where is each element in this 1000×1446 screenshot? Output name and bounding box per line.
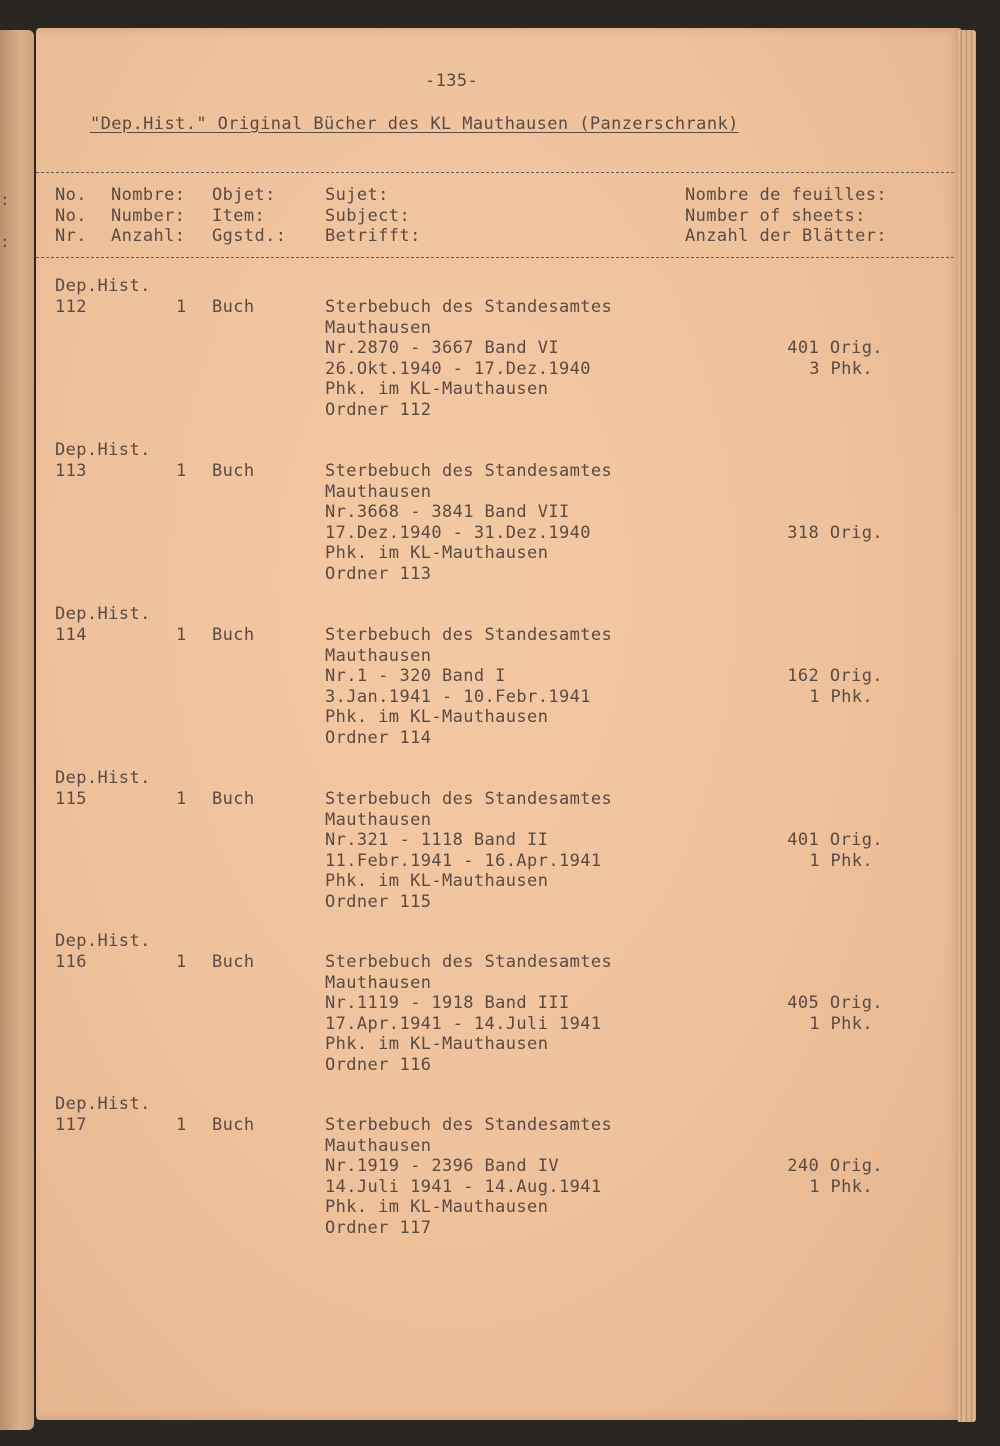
entry-item: Buch: [212, 952, 255, 972]
entry-subject-line: Phk. im KL-Mauthausen: [325, 1197, 549, 1217]
entry-sheets-line: 162 Orig.: [787, 666, 883, 686]
header-label: Ggstd.:: [212, 226, 287, 247]
entry-item: Buch: [212, 789, 255, 809]
header-label: Sujet:: [325, 185, 389, 205]
entry-subject-line: Phk. im KL-Mauthausen: [325, 871, 549, 891]
entry-subject-line: Sterbebuch des Standesamtes: [325, 461, 613, 481]
entry-subject-line: Phk. im KL-Mauthausen: [325, 379, 549, 399]
header-label: Item:: [212, 205, 266, 226]
entry-subject-line: Sterbebuch des Standesamtes: [325, 1115, 613, 1135]
entry-subject-line: Mauthausen: [325, 482, 432, 502]
entry-number: 113: [55, 461, 87, 481]
entry-subject-line: Ordner 116: [325, 1055, 432, 1075]
entry-subject-line: Phk. im KL-Mauthausen: [325, 707, 549, 727]
entry-item: Buch: [212, 1115, 255, 1135]
entry-sheets-line: 240 Orig.: [787, 1156, 883, 1176]
header-top-rule: [36, 172, 954, 173]
entry-sheets-line: 1 Phk.: [809, 1014, 873, 1034]
entry-subject-line: 3.Jan.1941 - 10.Febr.1941: [325, 687, 591, 707]
entry-subject-line: Mauthausen: [325, 646, 432, 666]
header-label: Number:: [111, 205, 186, 226]
entry-subject-line: 17.Dez.1940 - 31.Dez.1940: [325, 523, 591, 543]
book-page-edges: [958, 30, 976, 1422]
entry-sheets-line: 318 Orig.: [787, 523, 883, 543]
entry-sheets-line: 3 Phk.: [809, 359, 873, 379]
adjacent-page-fragment: :: [0, 190, 10, 209]
entry-subject-line: Nr.3668 - 3841 Band VII: [325, 502, 570, 522]
entry-subject-line: Ordner 115: [325, 892, 432, 912]
header-label: Betrifft:: [325, 226, 421, 247]
header-col-subject: [325, 185, 421, 247]
entry-sheets-line: 405 Orig.: [787, 993, 883, 1013]
header-col-count: [111, 185, 185, 247]
header-label: Number of sheets:: [685, 205, 866, 226]
entry-dep-label: Dep.Hist.: [55, 440, 151, 460]
header-col-sheets: [685, 185, 887, 247]
header-label: Nr.: [55, 226, 87, 247]
document-title: "Dep.Hist." Original Bücher des KL Mauthausen (Panzerschrank): [90, 114, 739, 134]
entry-sheets-line: 401 Orig.: [787, 338, 883, 358]
header-col-item: [212, 185, 286, 247]
entry-dep-label: Dep.Hist.: [55, 1094, 151, 1114]
entry-count: 1: [176, 789, 187, 809]
entry-subject-line: Phk. im KL-Mauthausen: [325, 1034, 549, 1054]
header-label: No.: [55, 205, 87, 226]
entry-subject-line: Ordner 112: [325, 400, 432, 420]
entry-sheets-line: 1 Phk.: [809, 851, 873, 871]
entry-dep-label: Dep.Hist.: [55, 276, 151, 296]
entry-subject-line: Nr.1919 - 2396 Band IV: [325, 1156, 559, 1176]
entry-subject-line: Ordner 113: [325, 564, 432, 584]
entry-dep-label: Dep.Hist.: [55, 768, 151, 788]
entry-sheets-line: 1 Phk.: [809, 687, 873, 707]
entry-dep-label: Dep.Hist.: [55, 604, 151, 624]
header-label: Anzahl:: [111, 226, 186, 247]
entry-count: 1: [176, 1115, 187, 1135]
entry-subject-line: Sterbebuch des Standesamtes: [325, 952, 613, 972]
entry-count: 1: [176, 461, 187, 481]
header-label: No.: [55, 185, 87, 205]
entry-subject-line: Mauthausen: [325, 973, 432, 993]
entry-count: 1: [176, 297, 187, 317]
entry-subject-line: Mauthausen: [325, 810, 432, 830]
entry-count: 1: [176, 625, 187, 645]
entry-number: 117: [55, 1115, 87, 1135]
entry-subject-line: 11.Febr.1941 - 16.Apr.1941: [325, 851, 602, 871]
entry-subject-line: Nr.321 - 1118 Band II: [325, 830, 549, 850]
entry-subject-line: Nr.2870 - 3667 Band VI: [325, 338, 559, 358]
header-label: Nombre:: [111, 185, 186, 205]
header-label: Anzahl der Blätter:: [685, 226, 888, 247]
entry-number: 115: [55, 789, 87, 809]
header-label: Subject:: [325, 205, 411, 226]
entry-subject-line: 26.Okt.1940 - 17.Dez.1940: [325, 359, 591, 379]
adjacent-page-fragment: :: [0, 232, 10, 251]
entry-subject-line: 17.Apr.1941 - 14.Juli 1941: [325, 1014, 602, 1034]
entry-count: 1: [176, 952, 187, 972]
entry-number: 116: [55, 952, 87, 972]
entry-item: Buch: [212, 461, 255, 481]
header-bottom-rule: [36, 257, 954, 258]
entry-subject-line: Ordner 114: [325, 728, 432, 748]
page-number: -135-: [425, 71, 479, 91]
entry-item: Buch: [212, 297, 255, 317]
entry-item: Buch: [212, 625, 255, 645]
entry-subject-line: Nr.1 - 320 Band I: [325, 666, 506, 686]
entry-subject-line: Ordner 117: [325, 1218, 432, 1238]
entry-subject-line: Phk. im KL-Mauthausen: [325, 543, 549, 563]
entry-subject-line: Nr.1119 - 1918 Band III: [325, 993, 570, 1013]
entry-subject-line: Mauthausen: [325, 1136, 432, 1156]
entry-number: 112: [55, 297, 87, 317]
header-col-no: [55, 185, 87, 247]
entry-subject-line: Sterbebuch des Standesamtes: [325, 625, 613, 645]
entry-sheets-line: 1 Phk.: [809, 1177, 873, 1197]
entry-sheets-line: 401 Orig.: [787, 830, 883, 850]
adjacent-page-edge: [0, 30, 34, 1430]
entry-subject-line: 14.Juli 1941 - 14.Aug.1941: [325, 1177, 602, 1197]
entry-subject-line: Sterbebuch des Standesamtes: [325, 789, 613, 809]
header-label: Nombre de feuilles:: [685, 185, 888, 205]
entry-subject-line: Sterbebuch des Standesamtes: [325, 297, 613, 317]
entry-number: 114: [55, 625, 87, 645]
header-label: Objet:: [212, 185, 276, 205]
entry-subject-line: Mauthausen: [325, 318, 432, 338]
entry-dep-label: Dep.Hist.: [55, 931, 151, 951]
